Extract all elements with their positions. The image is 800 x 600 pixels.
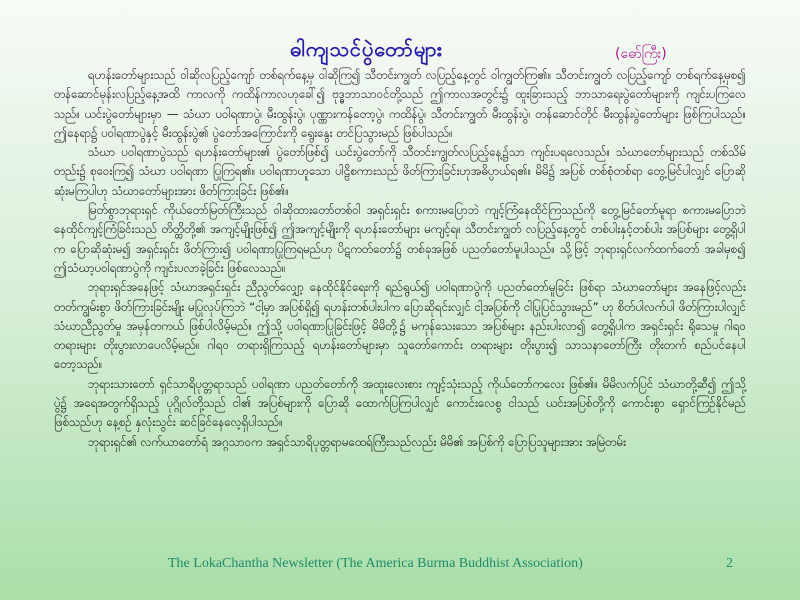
paragraph: မြတ်စွာဘုရားရှင် ကိုယ်တော်မြတ်ကြီးသည် ဝါဆိုထားတော်တစ်ဝါ အရှင်းရှင်း စကားမပြောဘဲ ကျင့်ကြံနေထိုင်ကြသည်ကို တွေ့မြင်တော်မူရာ စကားမပြောဘဲ နေထိုင်ကျင့်ကြံခြင်းသည် တိတ္ထိတို့၏ အကျင့်မျိုးဖြစ်၍ ဤအကျင့်မျိုးကို ရဟန်းတော်များ မကျင့်ရ။ သီတင်းကျွတ် လပြည့်နေ့တွင် တစ်ပါးနှင့်တစ်ပါး အပြစ်များ တွေ့ရှိပါက ပြောဆိုဆုံးမ၍ အရှင်းရှင်း ဖိတ်ကြား၍ ပဝါရဏာပြုကြရမည်ဟု ပိဋကတ်တော်၌ တစ်ခုအဖြစ် ပညတ်တော်မူပါသည်။ သို့ဖြင့် ဘုရားရှင်လက်ထက်တော် အခါမှစ၍ ဤသံဃာ့ပဝါရဏာပွဲကို ကျင်းပလာခဲ့ခြင်း ဖြစ်လေသည်။	[54, 203, 746, 275]
paragraph: ဘုရားရှင်၏ လက်ယာတော်ရံ အဂ္ဂသာဝက အရှင်သာရိပုတ္တရာမထေရ်ကြီးသည်လည်း မိမိ၏ အပြစ်ကို ပြောပြသူများအား အမြဲတမ်း	[88, 434, 627, 449]
article-author: (ဓော်ကြီး)	[615, 46, 667, 62]
article-title: ဓါကျသင်ပွဲတော်များ	[290, 37, 443, 61]
paragraph: ဘုရားရှင်အနေဖြင့် သံဃာအရှင်းရှင်း ညီညွတ်လျှော့ နေထိုင်နိုင်ရေးကို ရည်ရွယ်၍ ပဝါရဏာပွဲကို ပညတ်တော်မူခြင်း ဖြစ်ရာ သံဃာတော်များ အနေဖြင့်လည်း တတ်ကျွမ်းစွာ ဖိတ်ကြားခြင်းမျိုး မပြုလုပ်ကြဘဲ “ငါ့မှာ အပြစ်ရှိ၍ ရဟန်းတစ်ပါးပါက ပြောဆိုရင်းလျှင် ငါ့အပြစ်ကို ငါပြုပြင်သွားမည်” ဟု စိတ်ပါလက်ပါ ဖိတ်ကြားပါလျှင် သံဃာညီညွတ်မှု အမှန်တကယ် ဖြစ်ပါလိမ့်မည်။ ဤသို့ ပဝါရဏာပြုခြင်းဖြင့် မိမိတို့၌ မကုန်သေးသော အပြစ်များ နည်းပါးလာ၍ တွေ့ရှိပါက အရှင်းရှင်း ရိုသေမှု ဂါရဝတရားများ တိုးပွားလာပေလိမ့်မည်။ ဂါရဝ တရားရှိကြသည့် ရဟန်းတော်များမှာ သူတော်ကောင်း တရားများ တိုးပွား၍ သာသနာတော်ကြီး တိုးတက် စည်ပင်နေပါတော့သည်။	[54, 280, 746, 372]
paragraph: ရဟန်းတော်များသည် ဝါဆိုလပြည့်ကျော် တစ်ရက်နေ့မှ ဝါဆိုကြ၍ သီတင်းကျွတ် လပြည့်နေ့တွင် ဝါကျွတ်ကြ၏။ သီတင်းကျွတ် လပြည့်ကျော် တစ်ရက်နေ့မှစ၍ တန်ဆောင်မုန်းလပြည့်နေ့အထိ ကာလကို ကထိန်ကာလဟုခေါ်၍ ဗုဒ္ဓဘာသာဝင်တို့သည် ဤကာလအတွင်း၌ ထူးခြားသည့် ဘာသာရေးပွဲတော်များကို ကျင်းပကြလေသည်။ ယင်းပွဲတော်များမှာ — သံဃာ ပဝါရဏာပွဲ၊ မီးထွန်းပွဲ၊ ပုဏ္ဏားကန်တော့ပွဲ၊ ကထိန်ပွဲ၊ သီတင်းကျွတ် မီးထွန်းပွဲ၊ တန်ဆောင်တိုင် မီးထွန်းပွဲတော်များ ဖြစ်ကြပါသည်။ ဤနေရာ၌ ပဝါရဏာပွဲနှင့် မီးထွန်းပွဲ၏ ပွဲတော်အကြောင်းကို ရွေးနွေး တင်ပြသွားမည် ဖြစ်ပါသည်။	[54, 68, 746, 140]
page-number: 2	[726, 556, 733, 571]
paragraph: သံဃာ ပဝါရဏာပွဲသည် ရဟန်းတော်များ၏ ပွဲတော်ဖြစ်၍ ယင်းပွဲတော်ကို သီတင်းကျွတ်လပြည့်နေ့၌သာ ကျင်းပရလေသည်။ သံဃာတော်များသည် တစ်သိမ်တည်း၌ စုဝေးကြ၍ သံဃာ ပဝါရဏာ ပြုကြရ၏။ ပဝါရဏာဟူသော ပါဠိစကားသည် ဖိတ်ကြားခြင်းဟုအဓိပ္ပာယ်ရ၏။ မိမိ၌ အပြစ် တစ်စုံတစ်ရာ တွေ့မြင်ပါလျှင် ပြောဆိုဆုံးမကြပါဟု သံဃာတော်များအား ဖိတ်ကြားခြင်း ဖြစ်၏။	[54, 145, 746, 198]
article-body	[54, 66, 746, 452]
paragraph: ဘုရားသားတော် ရှင်သာရိပုတ္တရာသည် ပဝါရဏာ ပညတ်တော်ကို အထူးလေးစား ကျင့်သုံးသည့် ကိုယ်တော်ကလေး ဖြစ်၏။ မိမိလက်ပြင် သံဃာတို့ဆီ၍ ဤသို့ပွဲ၌ အရေအတွက်ရှိသည့် ပုဂ္ဂိုလ်တို့သည် ငါ၏ အပြစ်များကို ပြောဆို ထောက်ပြကြပါလျှင် ကောင်းလေစွ ငါသည် ယင်းအပြစ်တို့ကို ကောင်းစွာ ရှောင်ကြဉ်နိုင်မည် ဖြစ်သည်ဟု နေ့စဉ် နှလုံးသွင်း ဆင်ခြင်နေလေ့ရှိပါသည်။	[54, 376, 746, 430]
newsletter-footer: The LokaChantha Newsletter (The America Burma Buddhist Association)	[168, 556, 583, 571]
